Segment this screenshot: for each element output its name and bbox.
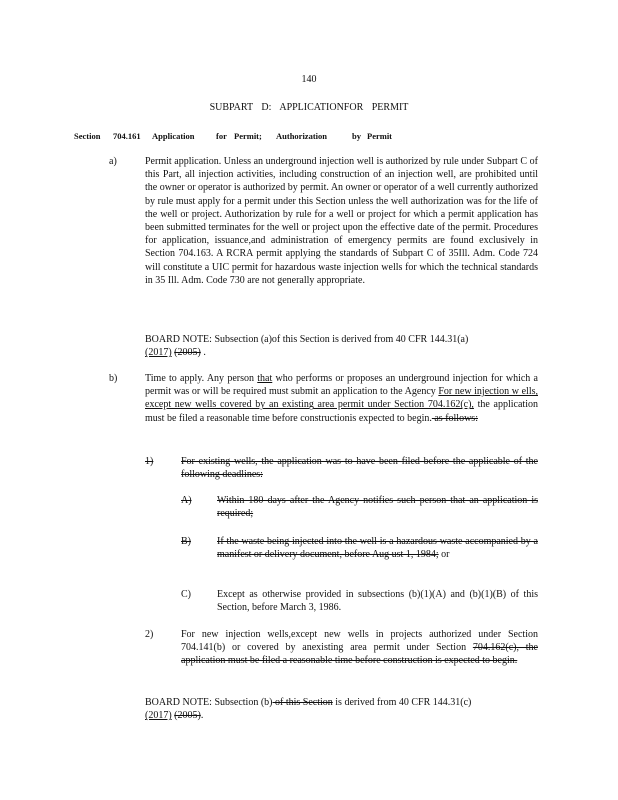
para-a-board-note-line1: BOARD NOTE: Subsection (a)of this Section is derived from 40 CFR 144.31(a) — [145, 334, 469, 345]
para-b-board-note-2: is derived from 40 CFR 144.31(c) — [332, 697, 472, 708]
item-2-text-main: For new injection wells,except new wells in projects authorized under Section 704.141(b) or covered by anexisting area permit under Section — [181, 629, 538, 654]
section-word-by: by — [352, 131, 361, 141]
para-b-board-note-deleted: of this Section — [272, 697, 333, 708]
item-a-label: A) — [181, 495, 192, 506]
item-b-or: or — [438, 549, 450, 561]
item-2-deleted-text: 704.162(c), the application must be filed a reasonable time before construction is expected to begin. — [181, 642, 538, 667]
para-a-board-note — [145, 333, 538, 359]
item-2-label: 2) — [145, 629, 154, 640]
para-b-text-3: the application must be filed a reasonable time before constructionis expected to begin. — [145, 399, 538, 424]
item-1-label: 1) — [145, 456, 154, 467]
section-word-permit2: Permit — [367, 131, 393, 141]
para-b-board-note-old-year: (2005) — [174, 710, 201, 722]
section-word-application: Application — [152, 131, 195, 141]
item-b-label: B) — [181, 536, 191, 547]
para-b-deleted-as-follows: as follows: — [431, 412, 478, 424]
para-b-board-note-1: BOARD NOTE: Subsection (b) — [145, 697, 273, 708]
para-b-added-new-wells: For new injection w ells, except new wells covered by an existing area permit under Section 704.162(c), — [145, 386, 538, 411]
para-b-board-note — [145, 696, 538, 722]
para-a-label: a) — [109, 156, 117, 167]
item-b-deleted-text: If the waste being injected into the well is a hazardous waste accompanied by a manifest or delivery document, before Aug ust 1, 1984; — [217, 536, 538, 561]
item-c-text: Except as otherwise provided in subsections (b)(1)(A) and (b)(1)(B) of this Section, before March 3, 1986. — [217, 589, 538, 614]
para-b-text-2: who performs or proposes an underground injection for which a permit was or will be required must submit an application to the Agency — [145, 373, 538, 398]
para-a-text: Permit application. Unless an underground injection well is authorized by rule under Subpart C of this Part, all injection activities, including construction of an injection well, are prohibited until the owner or operator is authorized by permit. An owner or operator of a well currently authorized by rule must apply for a permit under this Section unless the well authorization was for the life of the well or project. Authorization by rule for a well or project for which a permit application has been submitted terminates for the well or project upon the effective date of the permit. Procedures for application, issuance,and administration of emergency permits are found exclusively in Section 704.163. A RCRA permit applying the standards of Subpart C of 35Ill. Adm. Code 724 will constitute a UIC permit for hazardous waste injection wells for which the technical standards in 35 Ill. Adm. Code 730 are not generally appropriate. — [145, 156, 538, 286]
section-word-for: for — [216, 131, 227, 141]
item-c-label: C) — [181, 589, 191, 600]
para-a-board-note-old-year: (2005) — [174, 347, 201, 359]
para-a-board-note-period: . — [203, 347, 206, 359]
para-b-added-that: that — [257, 373, 273, 384]
section-heading — [0, 130, 618, 142]
para-b-board-note-period: . — [200, 710, 204, 722]
item-1-text: For existing wells, the application was to have been filed before the applicable of the following deadlines: — [181, 456, 538, 481]
para-b-label: b) — [109, 373, 118, 384]
subpart-title: SUBPART D: APPLICATIONFOR PERMIT — [209, 102, 409, 113]
para-b-text-1: Time to apply. Any person — [145, 373, 258, 384]
para-a-board-note-new-year: (2017) — [145, 347, 172, 359]
page-number: 140 — [301, 74, 317, 85]
item-a-text: Within 180 days after the Agency notifies such person that an application is required; — [217, 495, 538, 520]
section-number: 704.161 — [113, 131, 141, 141]
para-b-text — [145, 372, 538, 425]
section-label: Section — [74, 131, 101, 141]
item-2-text — [181, 628, 538, 668]
section-word-permit: Permit; — [234, 131, 262, 141]
para-b-board-note-new-year: (2017) — [145, 710, 172, 722]
item-b-text — [217, 535, 538, 561]
section-word-authorization: Authorization — [276, 131, 327, 141]
